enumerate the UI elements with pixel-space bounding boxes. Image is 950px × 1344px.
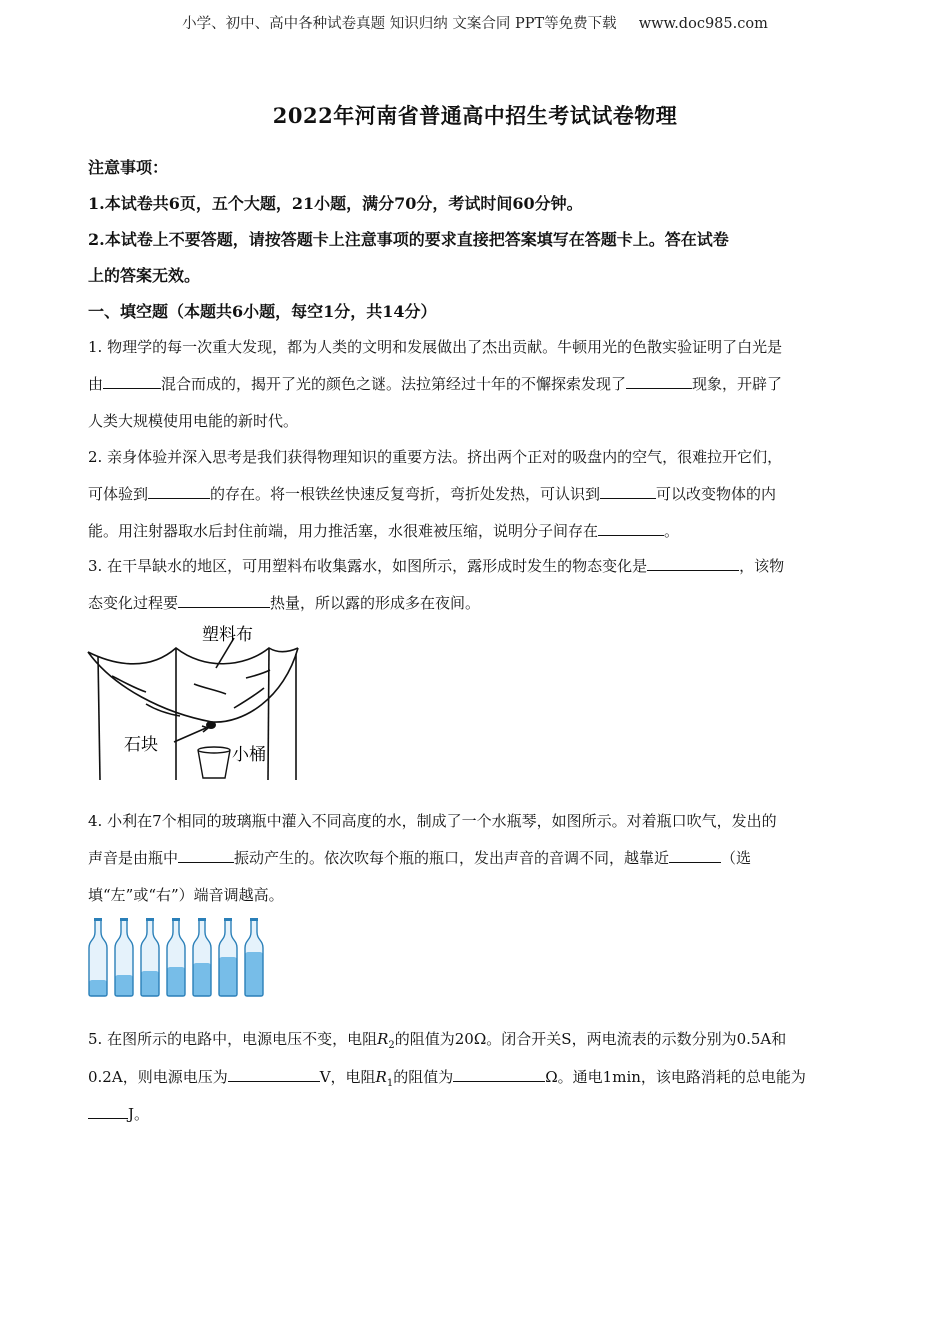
bottle xyxy=(115,918,133,996)
q2-blank-2 xyxy=(600,484,656,499)
cloth-sag xyxy=(88,648,298,722)
text: 混合而成的，揭开了光的颜色之谜。法拉第经过十年的不懈探索发现了 xyxy=(161,375,627,393)
text: 态变化过程要 xyxy=(88,594,179,612)
text: ，该物 xyxy=(739,557,785,575)
q3-line1 xyxy=(88,555,784,576)
text: 现象，开辟了 xyxy=(692,375,783,393)
q2-line3 xyxy=(88,520,679,541)
text: 的阻值为20Ω。闭合开关S，两电流表的示数分别为0.5A和 xyxy=(394,1030,787,1048)
q1-blank-2 xyxy=(626,374,692,389)
q2-blank-3 xyxy=(598,521,664,536)
q4-line1: 4. 小利在7个相同的玻璃瓶中灌入不同高度的水，制成了一个水瓶琴，如图所示。对着瓶口吹气，发出的 xyxy=(88,812,777,830)
q4-blank-2 xyxy=(669,848,721,863)
page-title: 2022年河南省普通高中招生考试试卷物理 xyxy=(272,103,678,128)
header-text: 小学、初中、高中各种试卷真题 知识归纳 文案合同 PPT等免费下载 xyxy=(182,16,617,32)
wrinkle xyxy=(194,684,226,694)
pole xyxy=(268,648,269,780)
bottle-lip xyxy=(94,918,102,921)
bottle-outline xyxy=(193,920,211,996)
bottle-lip xyxy=(224,918,232,921)
label-stone: 石块 xyxy=(124,735,158,755)
bottle xyxy=(167,918,185,996)
q1-line3: 人类大规模使用电能的新时代。 xyxy=(88,412,299,430)
subscript: 2 xyxy=(388,1040,395,1051)
q2-blank-1 xyxy=(148,484,210,499)
label-cloth: 塑料布 xyxy=(202,625,253,645)
text: 热量，所以露的形成多在夜间。 xyxy=(270,594,481,612)
wrinkle xyxy=(234,688,264,708)
q3-blank-2 xyxy=(178,593,270,608)
notice-heading: 注意事项： xyxy=(88,158,169,177)
text: Ω。通电1min，该电路消耗的总电能为 xyxy=(545,1068,806,1086)
pointer-line xyxy=(174,728,206,742)
dew-collector-figure xyxy=(84,618,314,786)
bottle xyxy=(245,918,263,996)
bottle-lip xyxy=(120,918,128,921)
bottle-lip xyxy=(146,918,154,921)
page-header xyxy=(0,12,950,33)
subscript: 1 xyxy=(386,1078,394,1089)
q5-blank-3 xyxy=(88,1104,128,1119)
q3-line2 xyxy=(88,592,480,613)
q1-line1: 1. 物理学的每一次重大发现，都为人类的文明和发展做出了杰出贡献。牛顿用光的色散实验证明了白光是 xyxy=(88,338,783,356)
pole xyxy=(98,656,100,780)
text: （选 xyxy=(721,849,752,867)
q4-blank-1 xyxy=(178,848,234,863)
text: 可体验到 xyxy=(88,485,149,503)
wrinkle xyxy=(146,704,180,716)
q3-blank-1 xyxy=(647,556,739,571)
bottle-outline xyxy=(245,920,263,996)
text: 。 xyxy=(664,522,680,540)
notice-item-2-line2: 上的答案无效。 xyxy=(88,266,201,285)
bottle-lip xyxy=(250,918,258,921)
q5-line2 xyxy=(88,1066,806,1089)
text: 5. 在图所示的电路中，电源电压不变，电阻 xyxy=(88,1030,378,1048)
notice-item-2-line1: 2.本试卷上不要答题，请按答题卡上注意事项的要求直接把答案填写在答题卡上。答在试卷 xyxy=(88,230,729,249)
text: 的阻值为 xyxy=(393,1068,454,1086)
section-heading: 一、填空题（本题共6小题，每空1分，共14分） xyxy=(88,302,437,321)
text: 能。用注射器取水后封住前端，用力推活塞，水很难被压缩，说明分子间存在 xyxy=(88,522,599,540)
text: 的存在。将一根铁丝快速反复弯折，弯折处发热，可认识到 xyxy=(210,485,601,503)
text: J。 xyxy=(128,1105,150,1123)
q5-line1 xyxy=(88,1028,786,1051)
bottle-outline xyxy=(219,920,237,996)
q4-line3: 填“左”或“右”）端音调越高。 xyxy=(88,886,284,904)
q5-blank-1 xyxy=(228,1067,320,1082)
bottle-outline xyxy=(115,920,133,996)
text: 3. 在干旱缺水的地区，可用塑料布收集露水，如图所示，露形成时发生的物态变化是 xyxy=(88,557,648,575)
bottle xyxy=(219,918,237,996)
bottle-lip xyxy=(172,918,180,921)
q5-line3 xyxy=(88,1103,149,1124)
q2-line1: 2. 亲身体验并深入思考是我们获得物理知识的重要方法。挤出两个正对的吸盘内的空气，很难拉开它们， xyxy=(88,448,783,466)
bottle-outline xyxy=(167,920,185,996)
stone-icon xyxy=(206,721,216,729)
text: 由 xyxy=(88,375,104,393)
text: 振动产生的。依次吹每个瓶的瓶口，发出声音的音调不同，越靠近 xyxy=(234,849,670,867)
resistor-symbol: R xyxy=(377,1030,389,1048)
notice-item-1: 1.本试卷共6页，五个大题，21小题，满分70分，考试时间60分钟。 xyxy=(88,194,583,213)
bottle-lip xyxy=(198,918,206,921)
q1-line2 xyxy=(88,373,782,394)
q5-blank-2 xyxy=(453,1067,545,1082)
wrinkle xyxy=(246,670,270,678)
text: 可以改变物体的内 xyxy=(656,485,777,503)
bottle xyxy=(89,918,107,996)
bottle xyxy=(193,918,211,996)
text: 0.2A，则电源电压为 xyxy=(88,1068,228,1086)
resistor-symbol: R xyxy=(375,1068,387,1086)
bucket-icon xyxy=(198,747,230,778)
bottle-outline xyxy=(89,920,107,996)
bottle-outline xyxy=(141,920,159,996)
text: V，电阻 xyxy=(319,1068,376,1086)
water-bottles-figure xyxy=(86,916,268,1000)
header-url[interactable]: www.doc985.com xyxy=(638,16,768,32)
q2-line2 xyxy=(88,483,776,504)
cloth-top-edge xyxy=(88,648,298,664)
q4-line2 xyxy=(88,847,751,868)
text: 声音是由瓶中 xyxy=(88,849,179,867)
bottle xyxy=(141,918,159,996)
label-bucket: 小桶 xyxy=(232,745,266,765)
q1-blank-1 xyxy=(103,374,161,389)
